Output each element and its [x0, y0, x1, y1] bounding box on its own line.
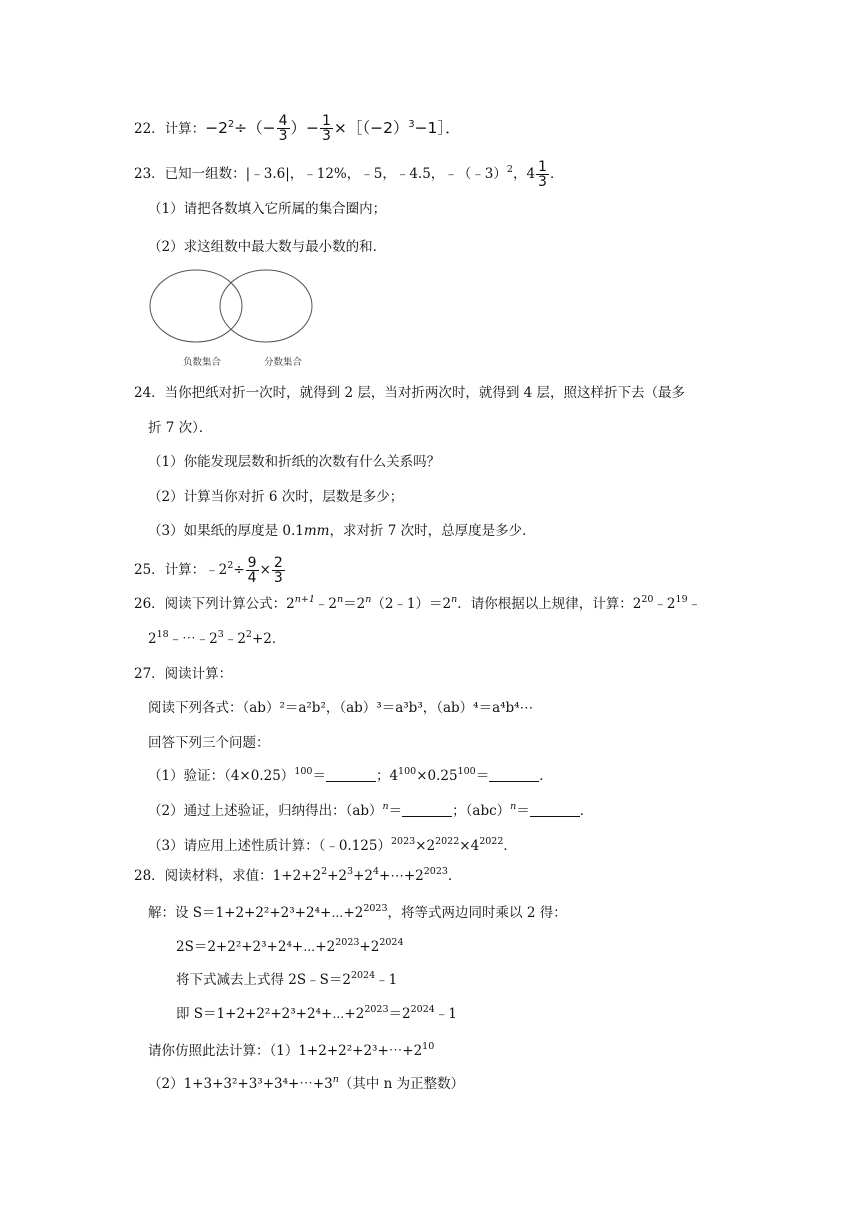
question-26-line2: $2^{18}﹣\cdots﹣2^3﹣2^2+2$． [148, 629, 286, 647]
answer-blank[interactable] [530, 802, 580, 817]
negative-set-circle [150, 270, 242, 342]
fraction-set-circle [220, 270, 312, 342]
question-24-line2: 折 7 次）． [148, 420, 213, 436]
q27-intro: 阅读下列各式：（ab）²＝a²b²，（ab）³＝a³b³，（ab）⁴＝a⁴b⁴⋯ [148, 700, 534, 716]
q28-ask-1: 请你仿照此法计算：$(1)1+2+2^2+2^3+\cdots+2^{10}$ [148, 1041, 435, 1059]
fraction: $\frac{4}{3}$ [278, 113, 288, 144]
question-22 [134, 114, 461, 143]
q22-prefix: 22．计算： [134, 121, 206, 137]
answer-blank[interactable] [489, 767, 539, 782]
question-24-line1: 24．当你把纸对折一次时，就得到 2 层，当对折两次时，就得到 4 层，照这样折下去（最多 [134, 385, 686, 401]
venn-diagram [148, 268, 318, 348]
q24-sub3: （3）如果纸的厚度是 0.1mm，求对折 7 次时，总厚度是多少． [148, 523, 536, 539]
q28-solution-1: 解：设 $S=1+2+2^2+2^3+2^4+\cdots+2^{2023}$，将等式两边同时乘以 2 得： [148, 903, 567, 921]
fraction: $\frac{9}{4}$ [247, 555, 257, 586]
q22-expression: $-2^2\div(-$ $\frac{4}{3}$ ）− $\frac{1}{3}$ $\times[(-2)^3-1]$． [205, 113, 461, 144]
question-23: 23．已知一组数：|﹣3.6|，﹣12%，﹣5，﹣4.5，﹣（﹣3）$^2$，4 $\frac{1}{3}$ ． [134, 159, 564, 190]
negative-set-label: 负数集合 [183, 357, 222, 368]
answer-blank[interactable] [326, 767, 376, 782]
q23-sub2: （2）求这组数中最大数与最小数的和． [148, 239, 387, 255]
answer-blank[interactable] [402, 802, 452, 817]
q28-solution-4: 即 $S=1+2+2^2+2^3+2^4+\cdots+2^{2023}=2^{2024}﹣1$ [176, 1004, 457, 1022]
question-27-title: 27．阅读计算： [134, 666, 233, 682]
fraction-set-label: 分数集合 [264, 357, 303, 368]
q28-solution-3: 将下式减去上式得 $2S﹣S=2^{2024}﹣1$ [176, 970, 398, 988]
q24-sub2: （2）计算当你对折 6 次时，层数是多少； [148, 489, 404, 505]
q24-sub1: （1）你能发现层数和折纸的次数有什么关系吗？ [148, 454, 441, 470]
fraction: $\frac{2}{3}$ [273, 555, 283, 586]
q27-ask: 回答下列三个问题： [148, 735, 270, 751]
q27-sub1: （1）验证：$(4\times 0.25)^{100}=$ ；$4^{100}\times 0.25^{100}=$ ． [148, 766, 553, 784]
question-28-title: 28．阅读材料，求值：$1+2+2^2+2^3+2^4+\cdots+2^{2023}$． [134, 866, 462, 884]
question-25: 25．计算：$﹣2^2\div$ $\frac{9}{4}$ × $\frac{2}{3}$ [134, 555, 283, 586]
q27-sub3: （3）请应用上述性质计算：$(﹣0.125)^{2023}\times 2^{2022}\times 4^{2022}$． [148, 836, 517, 854]
q27-sub2: （2）通过上述验证，归纳得出：（ab）$^n$＝ ；（abc）$^n$＝ ． [148, 801, 594, 819]
fraction: $\frac{1}{3}$ [322, 113, 331, 144]
q23-sub1: （1）请把各数填入它所属的集合圈内； [148, 201, 387, 217]
q28-solution-2: $2S=2+2^2+2^3+2^4+\cdots+2^{2023}+2^{2024}$ [176, 937, 404, 955]
question-26-line1: 26．阅读下列计算公式：$2^{n+1}﹣2^n=2^n(2﹣1)=2^n$．请你根据以上规律，计算：$2^{20}﹣2^{19}﹣$ [134, 594, 702, 612]
fraction: $\frac{1}{3}$ [538, 159, 547, 190]
q28-ask-2: $(2)1+3+3^2+3^3+3^4+\cdots+3^n$（其中 n 为正整数） [148, 1074, 465, 1092]
